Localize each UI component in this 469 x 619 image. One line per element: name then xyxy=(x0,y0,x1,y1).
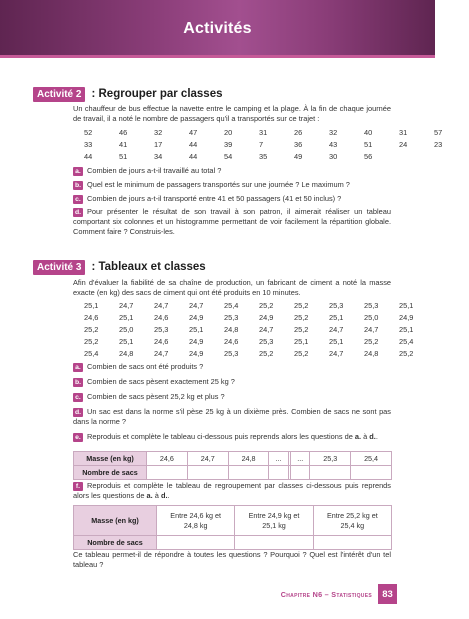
data-value: 35 xyxy=(259,151,268,161)
activity-2-question-b xyxy=(73,180,391,190)
data-value: 24,7 xyxy=(154,348,169,358)
data-value: 32 xyxy=(329,127,338,137)
data-value: 31 xyxy=(399,127,408,137)
data-value: 24,9 xyxy=(189,336,204,346)
data-value: 25,3 xyxy=(154,324,169,334)
data-value: 24,7 xyxy=(119,300,134,310)
data-value: 25,3 xyxy=(329,300,344,310)
masses-table xyxy=(73,451,392,480)
table-cell: 24,6 xyxy=(147,452,188,466)
data-value: 52 xyxy=(84,127,93,137)
data-value: 24 xyxy=(399,139,408,149)
data-row xyxy=(84,323,434,335)
data-value: 57 xyxy=(434,127,443,137)
data-value: 26 xyxy=(294,127,303,137)
table-cell: 25,4 xyxy=(351,452,392,466)
data-value: 7 xyxy=(259,139,264,149)
data-value: 25,1 xyxy=(329,312,344,322)
data-row xyxy=(84,150,469,162)
data-value: 25,2 xyxy=(259,348,274,358)
question-label: b. xyxy=(74,379,82,386)
chapter-label: Chapitre N6 – Statistiques xyxy=(280,589,372,599)
activity-3-question-b xyxy=(73,377,391,387)
question-text: à xyxy=(152,491,161,500)
question-text: Combien de jours a-t-il transporté entre 41 et 50 passagers (41 et 50 inclus) ? xyxy=(87,194,342,203)
data-value: 39 xyxy=(224,139,233,149)
activity-2-heading xyxy=(33,86,223,102)
table-cell-empty xyxy=(187,466,228,480)
data-value: 25,1 xyxy=(329,336,344,346)
data-value: 25,1 xyxy=(84,300,99,310)
data-value: 25,3 xyxy=(224,348,239,358)
table-cell: 25,3 xyxy=(310,452,351,466)
data-value: 24,6 xyxy=(154,336,169,346)
data-value: 36 xyxy=(294,139,303,149)
data-value: 24,9 xyxy=(189,348,204,358)
table-cell: ... xyxy=(269,452,288,466)
class-label: Entre 24,9 kg et xyxy=(248,510,300,520)
data-value: 24,9 xyxy=(399,312,414,322)
question-label: a. xyxy=(73,363,83,372)
data-value: 24,9 xyxy=(189,312,204,322)
activity-3-question-c xyxy=(73,392,391,402)
table-cell: 24,7 xyxy=(187,452,228,466)
data-row xyxy=(84,299,434,311)
question-label: d. xyxy=(74,209,82,216)
data-value: 24,8 xyxy=(224,324,239,334)
data-value: 25,4 xyxy=(84,348,99,358)
question-label: a. xyxy=(73,167,83,176)
class-label: Entre 24,6 kg et xyxy=(170,510,222,520)
data-value: 24,6 xyxy=(224,336,239,346)
activity-2-question-a xyxy=(73,166,391,176)
activity-3-badge: Activité 3 xyxy=(33,260,85,275)
data-value: 25,0 xyxy=(119,324,134,334)
table-cell: ... xyxy=(291,452,310,466)
data-value: 24,8 xyxy=(364,348,379,358)
activity-2-title: : Regrouper par classes xyxy=(91,88,223,100)
data-value: 20 xyxy=(224,127,233,137)
data-value: 25,2 xyxy=(84,324,99,334)
data-value: 31 xyxy=(259,127,268,137)
question-text: à xyxy=(361,432,370,441)
data-value: 47 xyxy=(189,127,198,137)
data-value: 24,7 xyxy=(329,348,344,358)
data-value: 44 xyxy=(189,151,198,161)
table-cell-empty xyxy=(310,466,351,480)
data-value: 25,2 xyxy=(399,348,414,358)
table-cell-empty xyxy=(351,466,392,480)
activity-2-data-grid xyxy=(84,126,469,162)
data-value: 51 xyxy=(364,139,373,149)
data-value: 24,6 xyxy=(84,312,99,322)
page-number: 83 xyxy=(378,584,397,604)
activity-3-question-a xyxy=(73,362,391,372)
data-value: 25,2 xyxy=(294,312,309,322)
data-row xyxy=(84,347,434,359)
data-value: 34 xyxy=(154,151,163,161)
activity-2-question-d xyxy=(73,207,391,237)
question-ref: a. xyxy=(354,432,362,441)
class-cell xyxy=(157,506,235,536)
question-text: Reproduis et complète le tableau ci-dessous puis reprends alors les questions de xyxy=(87,432,355,441)
page-title: Activités xyxy=(183,20,252,37)
question-label: d. xyxy=(74,409,82,416)
activity-3-title: : Tableaux et classes xyxy=(91,261,206,273)
data-value: 25,1 xyxy=(119,312,134,322)
activity-3-intro: Afin d'évaluer la fiabilité de sa chaîne de production, un fabricant de ciment a noté la masse exacte (en kg) des sacs de ciment qui ont été produits en 10 minutes. xyxy=(73,278,391,297)
data-value: 24,7 xyxy=(259,324,274,334)
activity-3-closing: Ce tableau permet-il de répondre à toutes les questions ? Pourquoi ? Quel est l'intérêt d'un tel tableau ? xyxy=(73,550,391,569)
activity-3-data-grid xyxy=(84,299,434,359)
table-cell-empty xyxy=(313,536,391,550)
data-value: 56 xyxy=(364,151,373,161)
question-text: Pour présenter le résultat de son travail à son patron, il aimerait réaliser un tableau comportant six colonnes et un histogramme permettant de voir facilement la répartition globale. Comment faire ? Construis-les. xyxy=(73,207,391,236)
table-header-count: Nombre de sacs xyxy=(74,466,147,480)
data-value: 25,4 xyxy=(224,300,239,310)
question-label: e. xyxy=(73,433,83,442)
question-text: . xyxy=(375,432,378,441)
question-text: Un sac est dans la norme s'il pèse 25 kg à un dixième près. Combien de sacs ne sont pas dans la norme ? xyxy=(73,407,391,426)
question-text: Combien de sacs pèsent 25,2 kg et plus ? xyxy=(87,392,225,401)
data-value: 44 xyxy=(84,151,93,161)
data-value: 25,2 xyxy=(364,336,379,346)
table-cell: 24,8 xyxy=(228,452,269,466)
question-text: Quel est le minimum de passagers transportés sur une journée ? Le maximum ? xyxy=(87,180,350,189)
table-cell-empty xyxy=(269,466,288,480)
data-value: 24,7 xyxy=(154,300,169,310)
data-value: 25,2 xyxy=(84,336,99,346)
page-header xyxy=(0,0,435,58)
activity-3-question-f xyxy=(73,481,391,501)
class-label: 24,8 kg xyxy=(183,520,208,530)
data-value: 25,3 xyxy=(224,312,239,322)
table-cell-empty xyxy=(157,536,235,550)
question-label: c. xyxy=(73,195,83,204)
data-value: 40 xyxy=(364,127,373,137)
data-value: 44 xyxy=(189,139,198,149)
data-value: 30 xyxy=(329,151,338,161)
data-value: 25,1 xyxy=(189,324,204,334)
question-ref: a. xyxy=(146,491,153,500)
activity-2-intro: Un chauffeur de bus effectue la navette entre le camping et la plage. À la fin de chaque journée de travail, il a noté le nombre de passagers qu'il a transportés sur ce trajet : xyxy=(73,104,391,123)
data-value: 25,1 xyxy=(119,336,134,346)
data-value: 25,3 xyxy=(364,300,379,310)
table-header-mass: Masse (en kg) xyxy=(74,506,157,536)
data-value: 25,1 xyxy=(399,300,414,310)
question-text: Combien de jours a-t-il travaillé au total ? xyxy=(87,166,222,175)
data-value: 41 xyxy=(119,139,128,149)
data-value: 24,6 xyxy=(154,312,169,322)
data-value: 24,8 xyxy=(119,348,134,358)
question-text: Combien de sacs ont été produits ? xyxy=(87,362,204,371)
data-value: 17 xyxy=(154,139,163,149)
data-value: 24,9 xyxy=(259,312,274,322)
data-value: 24,7 xyxy=(364,324,379,334)
class-cell xyxy=(235,506,313,536)
question-label: b. xyxy=(74,182,82,189)
table-cell-empty xyxy=(147,466,188,480)
activity-3-heading xyxy=(33,259,206,275)
table-cell-empty xyxy=(235,536,313,550)
data-value: 51 xyxy=(119,151,128,161)
question-text: Combien de sacs pèsent exactement 25 kg ? xyxy=(87,377,235,386)
data-value: 25,0 xyxy=(364,312,379,322)
table-cell-empty xyxy=(228,466,269,480)
data-value: 33 xyxy=(84,139,93,149)
classes-table xyxy=(73,505,392,550)
data-value: 25,2 xyxy=(294,324,309,334)
question-text: Reproduis et complète le tableau de regroupement par classes ci-dessous puis reprends alors les questions de xyxy=(73,481,391,500)
question-ref: d. xyxy=(369,432,376,441)
data-value: 43 xyxy=(329,139,338,149)
table-header-count: Nombre de sacs xyxy=(74,536,157,550)
question-text: . xyxy=(167,491,170,500)
data-value: 25,2 xyxy=(294,300,309,310)
question-label: f. xyxy=(73,482,83,491)
class-label: 25,4 kg xyxy=(340,520,365,530)
data-row xyxy=(84,311,434,323)
data-row xyxy=(84,335,434,347)
data-row xyxy=(84,138,469,150)
class-label: 25,1 kg xyxy=(262,520,286,530)
question-label: c. xyxy=(73,393,83,402)
table-cell-empty xyxy=(291,466,310,480)
data-value: 23 xyxy=(434,139,443,149)
class-cell xyxy=(313,506,391,536)
question-ref: d. xyxy=(160,491,168,500)
data-value: 24,7 xyxy=(329,324,344,334)
data-value: 32 xyxy=(154,127,163,137)
class-label: Entre 25,2 kg et xyxy=(326,510,378,520)
data-value: 49 xyxy=(294,151,303,161)
data-value: 54 xyxy=(224,151,233,161)
page-footer xyxy=(281,584,397,604)
activity-2-question-c xyxy=(73,194,391,204)
data-value: 25,1 xyxy=(294,336,309,346)
activity-2-badge: Activité 2 xyxy=(33,87,85,102)
activity-3-question-e xyxy=(73,432,391,442)
data-value: 25,2 xyxy=(259,300,274,310)
data-value: 24,7 xyxy=(189,300,204,310)
data-value: 25,2 xyxy=(294,348,309,358)
activity-3-question-d xyxy=(73,407,391,427)
data-row xyxy=(84,126,469,138)
table-header-mass: Masse (en kg) xyxy=(74,452,147,466)
data-value: 25,3 xyxy=(259,336,274,346)
data-value: 25,4 xyxy=(399,336,414,346)
data-value: 46 xyxy=(119,127,128,137)
data-value: 25,1 xyxy=(399,324,414,334)
